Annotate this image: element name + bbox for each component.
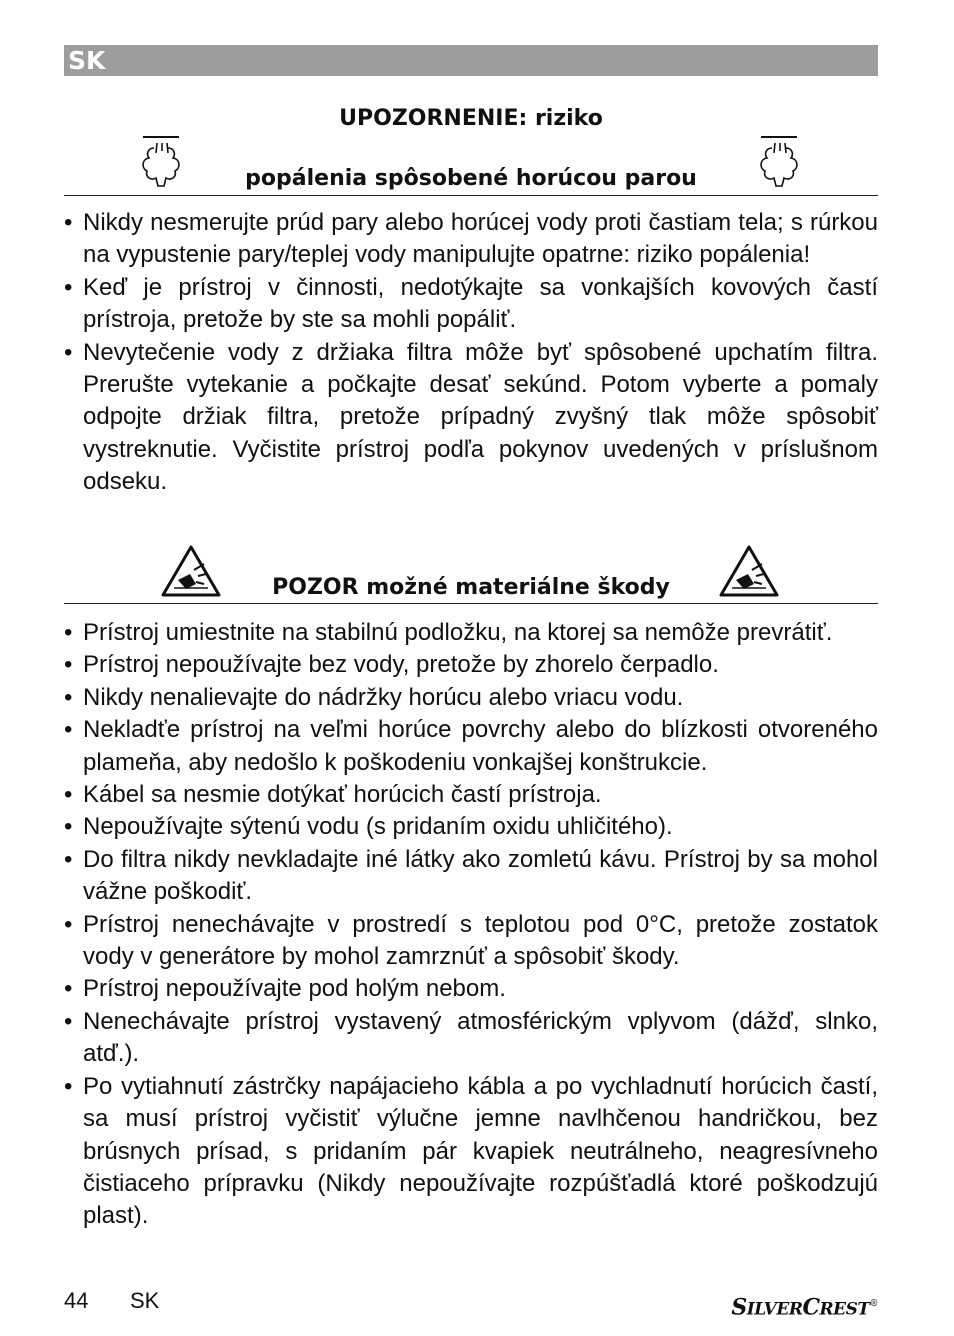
brand-letter: S — [731, 1294, 747, 1321]
list-item: • Keď je prístroj v činnosti, nedotýkajte sa vonkajších kovových častí prístroja, pretože by ste sa mohli popáliť. — [64, 272, 878, 337]
list-item: • Prístroj nepoužívajte pod holým nebom. — [64, 973, 878, 1005]
list-item: • Prístroj nenechávajte v prostredí s teplotou pod 0°C, pretože zostatok vody v generátore by mohol zamrznúť a spôsobiť škody. — [64, 909, 878, 974]
brand-logo — [731, 1290, 878, 1323]
warning1-list — [64, 207, 878, 499]
language-label: SK — [68, 46, 106, 75]
brand-letters: REST — [819, 1299, 870, 1320]
footer-language: SK — [130, 1288, 160, 1313]
registered-mark: ® — [869, 1299, 878, 1309]
list-item: • Prístroj umiestnite na stabilnú podložku, na ktorej sa nemôže prevrátiť. — [64, 617, 878, 649]
warning2-list — [64, 617, 878, 1233]
list-item: • Kábel sa nesmie dotýkať horúcich častí prístroja. — [64, 779, 878, 811]
list-item: • Nekladťe prístroj na veľmi horúce povrchy alebo do blízkosti otvoreného plameňa, aby nedošlo k poškodeniu vonkajšej konštrukcie. — [64, 714, 878, 779]
section-divider — [64, 603, 878, 604]
section-divider — [64, 195, 878, 196]
list-item: • Nevytečenie vody z držiaka filtra môže byť spôsobené upchatím filtra. Prerušte vytekanie a počkajte desať sekúnd. Potom vyberte a pomaly odpojte držiak filtra, pretože prípadný zvyšný tlak môže spôsobiť vystreknutie. Vyčistite prístroj podľa pokynov uvedených v príslušnom odseku. — [64, 337, 878, 499]
list-item: • Prístroj nepoužívajte bez vody, pretože by zhorelo čerpadlo. — [64, 649, 878, 681]
warning-title-line1: UPOZORNENIE: riziko — [339, 106, 603, 131]
brand-letters: ILVER — [746, 1299, 803, 1320]
list-item: • Nikdy nesmerujte prúd pary alebo horúcej vody proti častiam tela; s rúrkou na vypustenie pary/teplej vody manipulujte opatrne: riziko popálenia! — [64, 207, 878, 272]
list-item: • Nikdy nenalievajte do nádržky horúcu alebo vriacu vodu. — [64, 682, 878, 714]
list-item: • Nepoužívajte sýtenú vodu (s pridaním oxidu uhličitého). — [64, 811, 878, 843]
hot-steam-icon — [752, 134, 806, 190]
brand-letter: C — [802, 1294, 820, 1321]
language-header-bar — [64, 45, 878, 76]
page-number: 44 — [64, 1288, 89, 1313]
list-item: • Po vytiahnutí zástrčky napájacieho kábla a po vychladnutí horúcich častí, sa musí prístroj vyčistiť výlučne jemne navlhčenou handričkou, bez brúsnych prísad, s pridaním pár kvapiek neutrálneho, neagresívneho čistiaceho prípravku (Nikdy nepoužívajte rozpúšťadlá ktoré poškodzujú plast). — [64, 1071, 878, 1233]
warning-title-line2: popálenia spôsobené horúcou parou — [245, 166, 697, 191]
list-item: • Do filtra nikdy nevkladajte iné látky ako zomletú kávu. Prístroj by sa mohol vážne poškodiť. — [64, 844, 878, 909]
list-item: • Nenechávajte prístroj vystavený atmosférickým vplyvom (dážď, slnko, atď.). — [64, 1006, 878, 1071]
damage-warning-icon — [718, 544, 780, 598]
caution-title: POZOR možné materiálne škody — [272, 575, 670, 600]
